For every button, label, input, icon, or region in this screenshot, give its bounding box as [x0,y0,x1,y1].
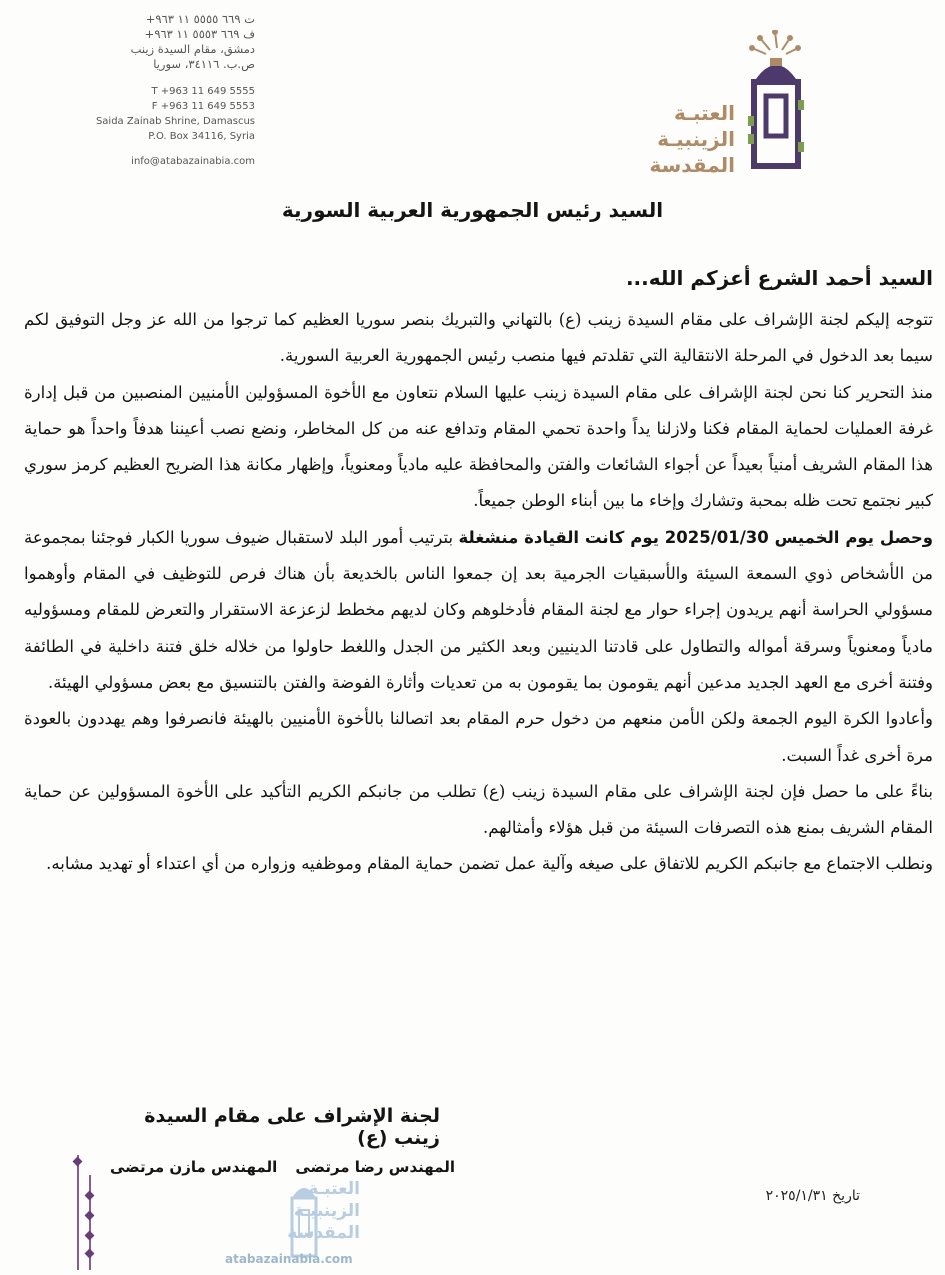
dome-logo-icon [740,30,815,170]
stamp-url: atabazainabia.com [225,1252,353,1266]
letter-body [24,258,933,883]
logo-line: المقدسة [649,153,735,177]
paragraph: وأعادوا الكرة اليوم الجمعة ولكن الأمن منعهم من دخول حرم المقام بعد اتصالنا بالأخوة الأمنيين بالهيئة فانصرفوا وهم يهددون بالعودة مرة أخرى غداً السبت. [24,709,933,765]
incident-text: بترتيب أمور البلد لاستقبال ضيوف سوريا الكبار فوجئنا بمجموعة من الأشخاص ذوي السمعة السيئة والأسبقيات الجرمية بعد إن جمعوا الناس بالخديعة بأن هناك فرص للتوظيف في المقام وأوهموا مسؤولي الحراسة أنهم يريدون إجراء حوار مع لجنة المقام فأدخلوهم وكان لديهم مخطط لزعزعة الاستقرار والتعرض للمقام ومسؤوليه مادياً ومعنوياً وسرقة أمواله والتطاول على قادتنا الدينيين وبعد الكثير من الجدل واللغط حاولوا من خلاله خلق فتنة داخلية في الطائفة وفتنة أخرى مع العهد الجديد مدعين أنهم يقومون بما يقومون به من تعديات وأثارة الفوضة والفتن بالتنسيق مع بعض مسؤولي الهيئة. [24,527,933,692]
logo-line: العتبـة [674,101,735,125]
paragraph: منذ التحرير كنا نحن لجنة الإشراف على مقام السيدة زينب عليها السلام نتعاون مع الأخوة المسؤولين الأمنيين المنصبين من قبل إدارة غرفة العمليات لحماية المقام فكنا ولازلنا يداً واحدة تحمي المقام وتدافع عنه من كل المخاطر، ونضع نصب أعيننا هدفاً واحداً هو حماية هذا المقام الشريف أمنياً بعيداً عن أجواء الشائعات والفتن والمحافظة عليه مادياً ومعنوياً، وإظهار مكانة هذا الضريح العظيم كرمز سوري كبير نجتمع تحت ظله بمحبة وتشارك وإخاء ما بين أبناء الوطن جميعاً. [24,382,933,511]
official-stamp [205,1170,370,1270]
contact-address-ar: دمشق، مقام السيدة زينب [130,42,255,56]
contact-pobox-en: P.O. Box 34116, Syria [148,131,255,142]
contact-address-en: Saida Zainab Shrine, Damascus [95,116,255,127]
incident-paragraph [24,520,933,701]
stamp-line: العتبـة [308,1179,360,1199]
page-title: السيد رئيس الجمهورية العربية السورية [281,198,664,222]
stamp-line: الزينبيـة [293,1201,360,1221]
letter-date: تاريخ ٢٠٢٥/١/٣١ [765,1188,860,1204]
paragraph: ونطلب الاجتماع مع جانبكم الكريم للاتفاق على صيغه وآلية عمل تضمن حماية المقام وموظفيه وزواره من أي اعتداء أو تهديد مشابه. [46,854,933,874]
contact-block [80,12,255,169]
contact-fax-ar: ف ٦٦٩ ٥٥٥٣ ١١ ٩٦٣+ [144,27,255,41]
contact-pobox-ar: ص.ب. ٣٤١١٦، سوريا [153,57,255,71]
shrine-logo [625,30,815,175]
stamp-line: المقدسة [287,1223,360,1243]
paragraph: بناءً على ما حصل فإن لجنة الإشراف على مقام السيدة زينب (ع) تطلب من جانبكم الكريم التأكيد على الأخوة المسؤولين عن حماية المقام الشريف بمنع هذه التصرفات السيئة من قبل هؤلاء وأمثالهم. [24,781,933,838]
contact-fax-en: F +963 11 649 5553 [151,101,255,112]
contact-phone-en: T +963 11 649 5555 [151,86,255,97]
signature-flourish-icon [60,1150,110,1275]
paragraph: تتوجه إليكم لجنة الإشراف على مقام السيدة زينب (ع) بالتهاني والتبريك بنصر سوريا العظيم كما ترجوا من الله عز وجل التوفيق لكم سيما بعد الدخول في المرحلة الانتقالية التي تقلدتم فيها منصب رئيس الجمهورية العربية السورية. [24,310,933,366]
logo-text [635,100,735,178]
contact-phone-ar: ت ٦٦٩ ٥٥٥٥ ١١ ٩٦٣+ [145,12,255,26]
signatory-name: المهندس رضا مرتضى [295,1158,455,1176]
signatory-name: المهندس مازن مرتضى [110,1158,278,1176]
contact-email: info@atabazainabia.com [131,156,255,167]
salutation: السيد أحمد الشرع أعزكم الله... [625,266,933,290]
logo-line: الزينبيـة [657,127,735,151]
committee-name: لجنة الإشراف على مقام السيدة زينب (ع) [144,1105,440,1149]
stamp-text [270,1178,360,1244]
incident-lead: وحصل يوم الخميس 2025/01/30 يوم كانت القيادة منشغلة [458,527,933,547]
